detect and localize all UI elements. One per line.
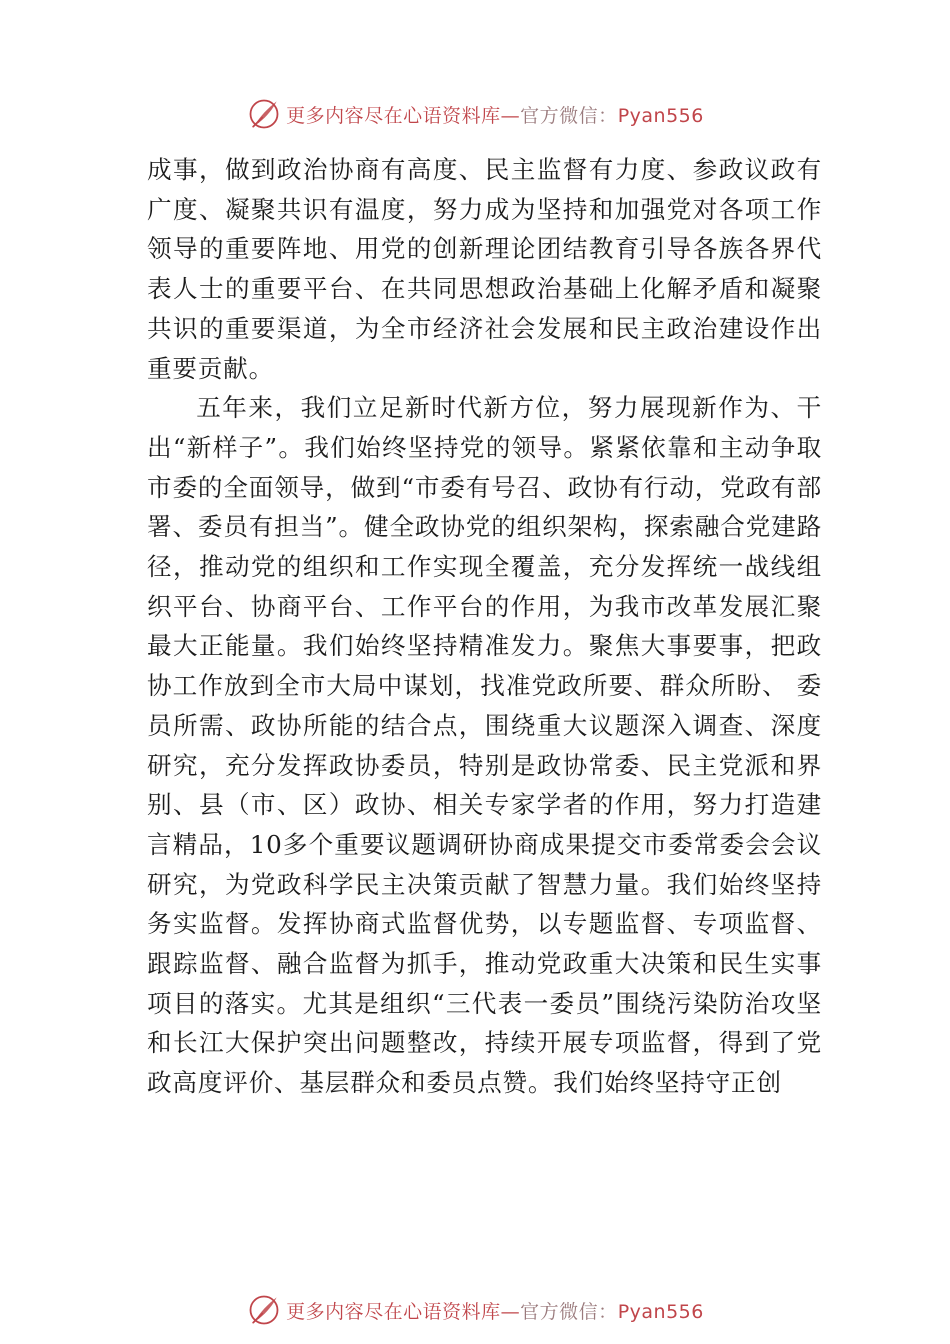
document-body [147, 150, 822, 1103]
paragraph-continued: 成事，做到政治协商有高度、民主监督有力度、参政议政有广度、凝聚共识有温度，努力成为坚持和加强党对各项工作领导的重要阵地、用党的创新理论团结教育引导各族各界代表人士的重要平台、在共同思想政治基础上化解矛盾和凝聚共识的重要渠道，为全市经济社会发展和民主政治建设作出重要贡献。 [147, 155, 822, 383]
watermark-separator: — [500, 1300, 521, 1323]
watermark-text [286, 1297, 704, 1324]
watermark-separator: — [500, 104, 521, 127]
watermark-channel-label: 官方微信： [520, 1300, 618, 1323]
watermark-channel-label: 官方微信： [520, 104, 618, 127]
watermark-text [286, 101, 704, 128]
watermark-footer [0, 1290, 950, 1330]
feather-quill-logo-icon [246, 96, 282, 132]
watermark-brand: 更多内容尽在心语资料库 [286, 104, 501, 127]
watermark-brand: 更多内容尽在心语资料库 [286, 1300, 501, 1323]
watermark-header [0, 94, 950, 134]
paragraph-five-years: 五年来，我们立足新时代新方位，努力展现新作为、干出“新样子”。我们始终坚持党的领导。紧紧依靠和主动争取市委的全面领导，做到“市委有号召、政协有行动，党政有部署、委员有担当”。健全政协党的组织架构，探索融合党建路径，推动党的组织和工作实现全覆盖，充分发挥统一战线组织平台、协商平台、工作平台的作用，为我市改革发展汇聚最大正能量。我们始终坚持精准发力。聚焦大事要事，把政协工作放到全市大局中谋划，找准党政所要、群众所盼、 委员所需、政协所能的结合点，围绕重大议题深入调查、深度研究，充分发挥政协委员，特别是政协常委、民主党派和界别、县（市、区）政协、相关专家学者的作用，努力打造建言精品，10多个重要议题调研协商成果提交市委常委会会议研究，为党政科学民主决策贡献了智慧力量。我们始终坚持务实监督。发挥协商式监督优势，以专题监督、专项监督、跟踪监督、融合监督为抓手，推动党政重大决策和民生实事项目的落实。尤其是组织“三代表一委员”围绕污染防治攻坚和长江大保护突出问题整改，持续开展专项监督，得到了党政高度评价、基层群众和委员点赞。我们始终坚持守正创 [147, 393, 822, 1098]
watermark-account: Pyan556 [617, 1300, 704, 1323]
feather-quill-logo-icon [246, 1292, 282, 1328]
watermark-account: Pyan556 [617, 104, 704, 127]
